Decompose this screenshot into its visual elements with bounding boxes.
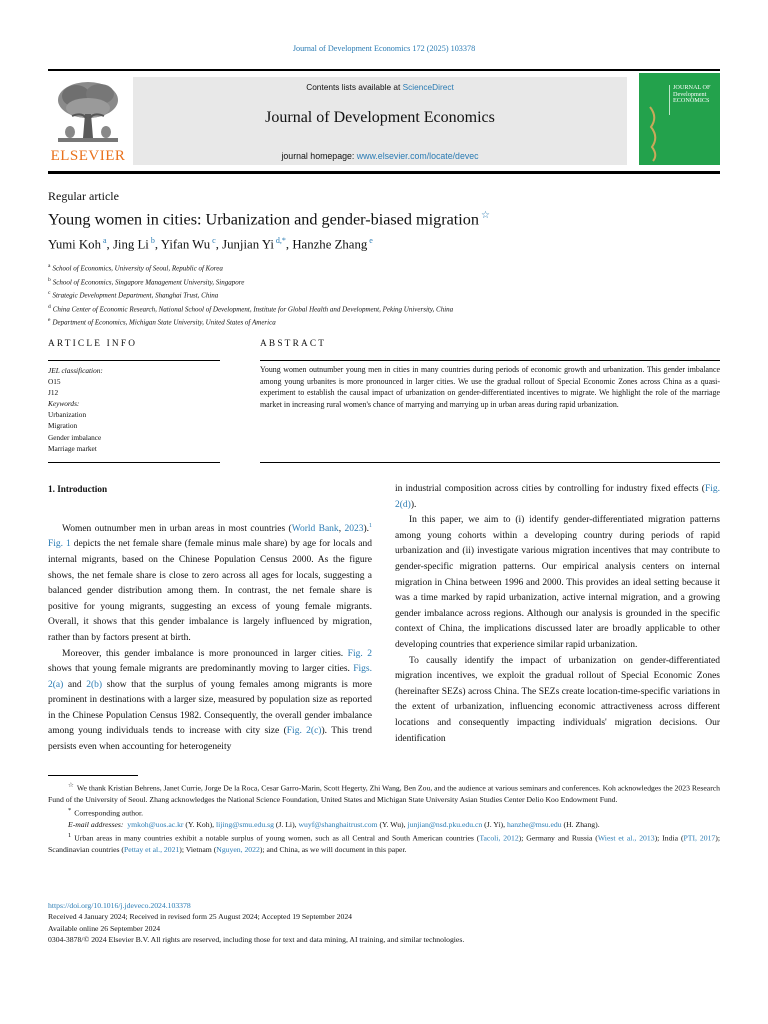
affiliation-mark: e xyxy=(48,317,51,324)
body-paragraph xyxy=(395,482,720,513)
affiliation-mark: a xyxy=(48,263,51,269)
article-info-bottom-rule xyxy=(48,462,220,463)
footnote-number: 1 xyxy=(68,832,72,840)
footnote-corresponding xyxy=(48,805,720,819)
article-type: Regular article xyxy=(48,189,119,203)
citation-link[interactable]: Tacoli, 2012 xyxy=(479,833,519,843)
author-list: Yumi Koh $^a$, Jing Li $^b$, Yifan Wu $^c$, Junjian Yi $^{d,*}$, Hanzhe Zhang $^e$ xyxy=(48,236,373,252)
masthead-banner xyxy=(133,77,627,165)
footnotes xyxy=(48,780,720,855)
homepage-prefix: journal homepage: xyxy=(281,151,355,161)
body-column-right xyxy=(395,482,720,747)
jel-code: O15 xyxy=(48,377,61,387)
keyword: Urbanization xyxy=(48,410,87,420)
footnote-emails xyxy=(48,819,720,830)
affiliation-item xyxy=(48,261,720,275)
received-dates: Received 4 January 2024; Received in revised form 25 August 2024; Accepted 19 September 2024 xyxy=(48,912,353,922)
keyword: Marriage market xyxy=(48,443,97,453)
email-owner: (J. Li), xyxy=(275,820,297,830)
footnote-rule xyxy=(48,775,138,776)
text-run: ). xyxy=(363,523,369,534)
figure-link[interactable]: Figs. 2(a) xyxy=(48,664,372,690)
journal-homepage-link[interactable]: www.elsevier.com/locate/devec xyxy=(356,151,479,161)
elsevier-tree-icon xyxy=(52,78,124,146)
jel-label: JEL classification: xyxy=(48,366,103,375)
homepage-line xyxy=(133,151,627,161)
text-run: Urban areas in many countries exhibit a notable surplus of young women, such as all Central and South American countries ( xyxy=(74,833,480,843)
author-name[interactable]: Yifan Wu xyxy=(160,237,211,252)
article-info-heading: ARTICLE INFO xyxy=(48,339,138,349)
copyright-notice: 0304-3878/© 2024 Elsevier B.V. All rights are reserved, including those for text and data mining, AI training, and similar technologies. xyxy=(48,934,465,944)
journal-reference-link[interactable]: Journal of Development Economics 172 (2025) 103378 xyxy=(292,44,476,53)
author-affiliation-mark[interactable]: a xyxy=(102,236,107,245)
publication-info xyxy=(48,900,720,945)
text-run: , xyxy=(338,523,345,534)
affiliation-mark: c xyxy=(48,290,51,297)
text-run: and xyxy=(63,679,87,690)
abstract-rule xyxy=(260,360,720,361)
email-link[interactable]: lijing@smu.edu.sg xyxy=(216,820,274,830)
abstract-heading: ABSTRACT xyxy=(260,339,327,349)
body-column-left xyxy=(48,482,372,756)
text-run: in industrial composition across cities by controlling for industry fixed effects ( xyxy=(395,484,705,494)
section-heading-introduction: 1. Introduction xyxy=(48,484,108,494)
affiliation-mark: b xyxy=(48,276,51,283)
email-link[interactable]: wuyf@shanghaitrust.com xyxy=(298,820,378,830)
cover-title-line: Development xyxy=(673,90,707,98)
cover-title-line: ECONOMICS xyxy=(673,97,710,104)
affiliation-item xyxy=(48,315,720,329)
email-label: E-mail addresses: xyxy=(68,820,124,830)
article-info-rule xyxy=(48,360,220,361)
email-owner: (H. Zhang). xyxy=(563,820,600,830)
text-run: shows that young female migrants are predominantly moving to larger cities. xyxy=(48,664,354,675)
author-affiliation-mark[interactable]: d,* xyxy=(275,236,286,245)
journal-title: Journal of Development Economics xyxy=(265,109,495,126)
author-affiliation-mark[interactable]: b xyxy=(150,236,155,245)
email-owner: (J. Yi), xyxy=(484,820,506,830)
cover-title xyxy=(669,85,722,115)
text-run: ); and China, as we will document in this paper. xyxy=(259,845,407,855)
keyword: Migration xyxy=(48,421,78,431)
affiliation-text: China Center of Economic Research, National School of Development, Institute for Global Health and Development, Peking University, China xyxy=(52,304,454,313)
cover-title-line: JOURNAL OF xyxy=(673,84,711,91)
abstract-text: Young women outnumber young men in cities in many countries during periods of economic growth and urbanization. This gender imbalance among young urbanites is more pronounced in larger cities. We use the gradual rollout of Special Economic Zones across China as a quasi-experiment to establish the causal impact of urbanization on gender-differentiated incentives to migrate. We highlight the role of the marriage market in increasing rural women's chance of marrying and marrying up in urban areas during rapid urbanization. xyxy=(260,365,720,409)
text-run: ); Germany and Russia ( xyxy=(518,833,598,843)
email-owner: (Y. Koh), xyxy=(185,820,215,830)
journal-cover-thumbnail[interactable] xyxy=(639,73,720,165)
text-run: Moreover, this gender imbalance is more pronounced in larger cities. xyxy=(62,648,348,659)
masthead-bottom-rule xyxy=(48,171,720,174)
affiliation-text: School of Economics, Singapore Management University, Singapore xyxy=(52,277,245,286)
publisher-name: ELSEVIER xyxy=(50,148,126,164)
text-run: show that the surplus of young females among migrants is more prominent in destinations with a larger size, measured by population size as reported in the Chinese Population Census 1982. Consequently, the overall gender imbalance among young individuals tends to increase with city size ( xyxy=(48,679,372,737)
footnote-1 xyxy=(48,830,720,855)
title-footnote-star[interactable]: ☆ xyxy=(480,210,490,221)
jel-code: J12 xyxy=(48,388,59,398)
online-date: Available online 26 September 2024 xyxy=(48,923,161,933)
citation-link[interactable]: Wiest et al., 2013 xyxy=(597,833,655,843)
elsevier-logo[interactable] xyxy=(48,78,128,165)
citation-link[interactable]: PTI, 2017 xyxy=(683,833,716,843)
abstract-bottom-rule xyxy=(260,462,720,463)
affiliation-item xyxy=(48,302,720,316)
figure-link[interactable]: Fig. 2(c) xyxy=(286,726,322,737)
text-run: ). xyxy=(410,499,417,510)
affiliation-text: Department of Economics, Michigan State University, United States of America xyxy=(52,318,276,327)
body-paragraph xyxy=(48,647,372,756)
article-title xyxy=(48,210,490,229)
figure-link[interactable]: Fig. 2 xyxy=(347,648,372,659)
email-link[interactable]: hanzhe@msu.edu xyxy=(506,820,562,830)
body-paragraph xyxy=(48,519,372,647)
footnote-text: Corresponding author. xyxy=(74,808,144,818)
article-info-panel xyxy=(48,365,220,454)
affiliation-item xyxy=(48,288,720,302)
author-affiliation-mark[interactable]: e xyxy=(369,236,373,245)
affiliation-text: Strategic Development Department, Shanghai Trust, China xyxy=(52,291,219,300)
citation-link[interactable]: World Bank xyxy=(291,523,339,534)
footnote-acknowledgement xyxy=(48,780,720,805)
affiliation-text: School of Economics, University of Seoul, Republic of Korea xyxy=(52,264,223,273)
text-run: ); India ( xyxy=(654,833,684,843)
article-title-text: Young women in cities: Urbanization and gender-biased migration xyxy=(48,210,479,229)
footnote-star-mark: ☆ xyxy=(68,782,74,789)
email-owner: (Y. Wu), xyxy=(379,820,406,830)
text-run: ); Scandinavian countries ( xyxy=(48,833,720,855)
figure-link[interactable]: Fig. 2(d) xyxy=(395,484,720,510)
cover-decoration-icon xyxy=(647,105,661,163)
text-run: ). This trend persists even when accounting for heterogeneity xyxy=(48,726,372,753)
keyword: Gender imbalance xyxy=(48,432,102,442)
author-name[interactable]: Hanzhe Zhang xyxy=(292,237,368,252)
author-name[interactable]: Jing Li xyxy=(112,237,149,252)
citation-link[interactable]: Pettay et al., 2021 xyxy=(124,845,180,855)
figure-link[interactable]: Fig. 1 xyxy=(48,539,71,550)
keywords-label: Keywords: xyxy=(48,399,80,409)
affiliation-mark: d xyxy=(48,303,51,310)
text-run: ); Vietnam ( xyxy=(179,845,217,855)
footnote-mark[interactable]: 1 xyxy=(369,522,372,529)
footnote-text: We thank Kristian Behrens, Janet Currie, Jorge De la Roca, Cesar Garro-Marin, Scott Hegerty, Zhi Wang, Ben Zou, and the audience at various seminars and conferences. Koh acknowledges the 2023 Research Fund of the University of Seoul. Zhang acknowledges the National Science Foundation, United States and Michigan State University Asian Studies Center Delio Koo Endowment Fund. xyxy=(48,783,721,804)
author-name[interactable]: Junjian Yi xyxy=(222,237,274,252)
body-paragraph: In this paper, we aim to (i) identify gender-differentiated migration patterns among young cohorts within a developing country during periods of rapid urbanization and (ii) investigate various migration incentives that may contribute to gender-specific migration patterns. Our empirical analysis centers on internal migration in China between 1996 and 2000. This provides an ideal setting because it was a time marked by rapid urbanization, active internal migration, and a growing gender imbalance across regions. Although our analysis is grounded in the specific context of China, the implications discussed later are broadly applicable to other developing countries that experience similar rapid urbanization. xyxy=(395,515,720,650)
text-run: Women outnumber men in urban areas in most countries ( xyxy=(62,523,292,534)
citation-link[interactable]: Nguyen, 2022 xyxy=(216,845,260,855)
contents-prefix: Contents lists available at xyxy=(306,82,401,92)
affiliation-list xyxy=(48,261,720,329)
email-link[interactable]: junjian@nsd.pku.edu.cn xyxy=(407,820,483,830)
citation-link[interactable]: 2023 xyxy=(344,523,364,534)
masthead-top-rule xyxy=(48,69,720,71)
email-link[interactable]: ymkoh@uos.ac.kr xyxy=(127,820,184,830)
doi-link[interactable]: https://doi.org/10.1016/j.jdeveco.2024.103378 xyxy=(48,901,191,910)
contents-line xyxy=(133,82,627,92)
author-name[interactable]: Yumi Koh xyxy=(48,237,101,252)
sciencedirect-link[interactable]: ScienceDirect xyxy=(402,82,454,92)
footnote-corr-mark: * xyxy=(68,807,72,815)
affiliation-item xyxy=(48,275,720,289)
body-paragraph: To causally identify the impact of urbanization on gender-differentiated migration incentives, we exploit the gradual rollout of Special Economic Zones (hereinafter SEZs) across China. The SEZs create location-time-specific variations in the extent of urbanization, influencing economic attractiveness across different locations and consequently impacting individuals' migration decisions. Our identification xyxy=(395,655,720,744)
figure-link[interactable]: 2(b) xyxy=(86,679,103,690)
author-affiliation-mark[interactable]: c xyxy=(212,236,216,245)
text-run: depicts the net female share (female minus male share) by age for locals and internal migrants, based on the Chinese Population Census 2000. As the figure shows, the net female share is close to zero across all ages for locals, suggesting a balanced gender distribution among them. In contrast, the net female share is positive for young migrants, suggesting an excess of young female migrants. Overall, it shows that this gender imbalance is largely influenced by migration, rather than by factors present at birth. xyxy=(48,539,372,643)
